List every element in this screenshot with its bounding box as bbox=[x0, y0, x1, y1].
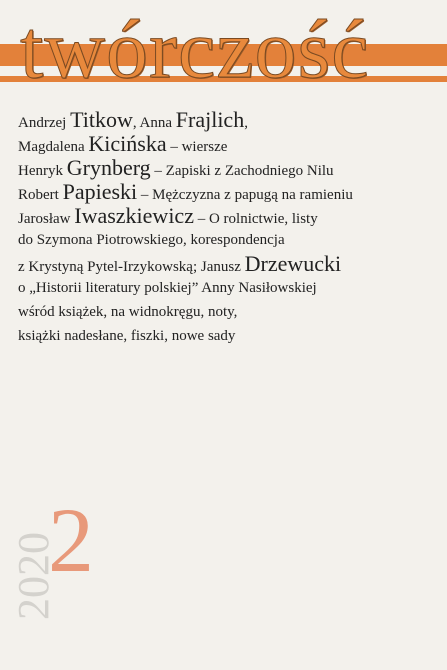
author-surname: Kicińska bbox=[88, 131, 167, 156]
masthead bbox=[0, 0, 447, 96]
contents-line bbox=[18, 324, 438, 348]
contents-text: książki nadesłane, fiszki, nowe sady bbox=[18, 328, 236, 344]
magazine-title: twórczość bbox=[20, 3, 370, 96]
contents-text: – Mężczyzna z papugą na ramieniu bbox=[137, 187, 353, 203]
contents-line bbox=[18, 108, 438, 132]
contents-line bbox=[18, 276, 438, 300]
contents-text: , bbox=[244, 115, 248, 131]
author-surname: Grynberg bbox=[66, 155, 151, 180]
contents-line bbox=[18, 204, 438, 228]
contents-text: Henryk bbox=[18, 163, 67, 179]
issue-number: 2 bbox=[48, 489, 94, 591]
contents-line bbox=[18, 180, 438, 204]
contents-text: – Zapiski z Zachodniego Nilu bbox=[150, 163, 334, 179]
contents-line bbox=[18, 156, 438, 180]
author-surname: Papieski bbox=[62, 179, 138, 204]
contents-text: z Krystyną Pytel-Irzykowską; Janusz bbox=[18, 259, 245, 275]
contents-text: Robert bbox=[18, 187, 63, 203]
contents-text: – O rolnictwie, listy bbox=[193, 211, 318, 227]
contents-line bbox=[18, 252, 438, 276]
author-surname: Titkow bbox=[70, 107, 133, 132]
contents-text: , Anna bbox=[132, 115, 176, 131]
contents-text: wśród książek, na widnokręgu, noty, bbox=[18, 304, 238, 320]
author-surname: Drzewucki bbox=[244, 251, 342, 276]
table-of-contents bbox=[18, 108, 438, 348]
contents-text: – wiersze bbox=[166, 139, 228, 155]
contents-text: Jarosław bbox=[18, 211, 75, 227]
issue-year: 2020 bbox=[9, 532, 58, 620]
contents-text: Magdalena bbox=[18, 139, 89, 155]
contents-line bbox=[18, 300, 438, 324]
author-surname: Iwaszkiewicz bbox=[74, 203, 194, 228]
contents-text: do Szymona Piotrowskiego, korespondencja bbox=[18, 232, 285, 248]
contents-line bbox=[18, 228, 438, 252]
contents-text: Andrzej bbox=[18, 115, 71, 131]
author-surname: Frajlich bbox=[175, 107, 245, 132]
contents-line bbox=[18, 132, 438, 156]
contents-text: o „Historii literatury polskiej” Anny Nasiłowskiej bbox=[18, 280, 317, 296]
